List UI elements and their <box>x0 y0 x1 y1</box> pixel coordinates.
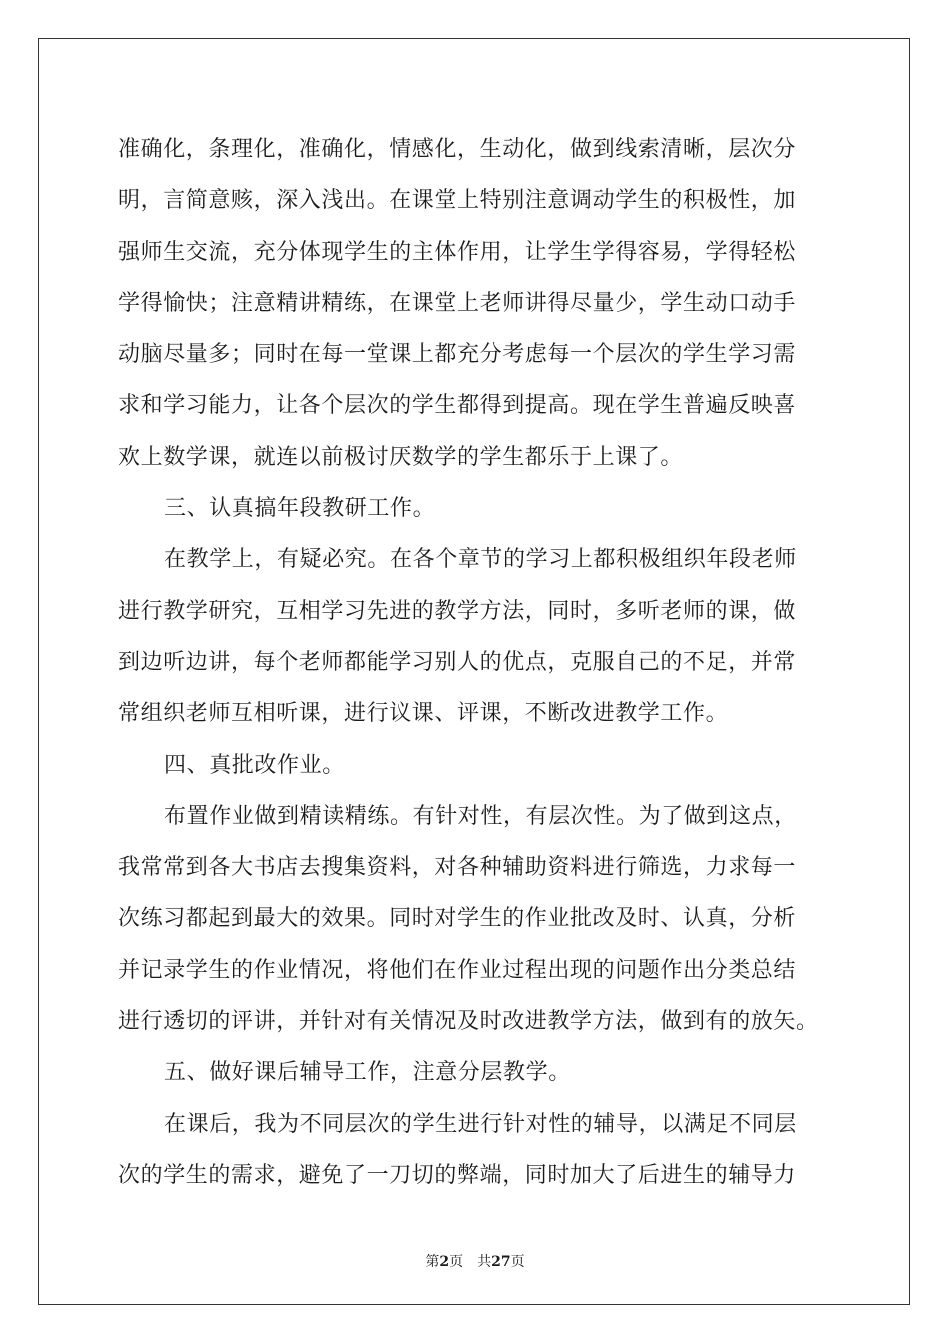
page-prefix: 第 <box>425 1254 440 1270</box>
section-heading: 三、认真搞年段教研工作。 <box>164 496 436 522</box>
text-line: 明，言简意赅，深入浅出。在课堂上特别注意调动学生的积极性，加 <box>118 188 797 214</box>
page-suffix: 页 <box>449 1254 464 1270</box>
document-body <box>118 124 834 1201</box>
text-line: 强师生交流，充分体现学生的主体作用，让学生学得容易，学得轻松 <box>118 239 797 265</box>
total-pages: 27 <box>491 1254 511 1270</box>
text-line: 求和学习能力，让各个层次的学生都得到提高。现在学生普遍反映喜 <box>118 393 797 419</box>
text-line: 到边听边讲，每个老师都能学习别人的优点，克服自己的不足，并常 <box>118 649 797 675</box>
text-line: 准确化，条理化，准确化，情感化，生动化，做到线索清晰，层次分 <box>118 137 797 162</box>
text-line: 常组织老师互相听课，进行议课、评课，不断改进教学工作。 <box>118 701 729 727</box>
text-line: 我常常到各大书店去搜集资料，对各种辅助资料进行筛选，力求每一 <box>118 855 797 881</box>
total-suffix: 页 <box>510 1254 525 1270</box>
text-line: 布置作业做到精读精练。有针对性，有层次性。为了做到这点， <box>164 803 797 829</box>
section-heading: 四、真批改作业。 <box>164 752 345 778</box>
text-line: 次练习都起到最大的效果。同时对学生的作业批改及时、认真，分析 <box>118 906 797 932</box>
text-line: 学得愉快；注意精讲精练，在课堂上老师讲得尽量少，学生动口动手 <box>118 290 797 316</box>
text-line: 次的学生的需求，避免了一刀切的弊端，同时加大了后进生的辅导力 <box>118 1162 797 1188</box>
text-line: 进行教学研究，互相学习先进的教学方法，同时，多听老师的课，做 <box>118 598 797 624</box>
text-line: 进行透切的评讲，并针对有关情况及时改进教学方法，做到有的放矢。 <box>118 1009 819 1035</box>
text-line: 并记录学生的作业情况，将他们在作业过程出现的问题作出分类总结 <box>118 957 797 983</box>
total-prefix: 共 <box>477 1254 492 1270</box>
text-line: 动脑尽量多；同时在每一堂课上都充分考虑每一个层次的学生学习需 <box>118 342 797 368</box>
page-footer <box>0 1251 950 1271</box>
text-line: 欢上数学课，就连以前极讨厌数学的学生都乐于上课了。 <box>118 444 684 470</box>
section-heading: 五、做好课后辅导工作，注意分层教学。 <box>164 1060 571 1086</box>
text-line: 在课后，我为不同层次的学生进行针对性的辅导，以满足不同层 <box>164 1111 797 1137</box>
text-line: 在教学上，有疑必究。在各个章节的学习上都积极组织年段老师 <box>164 547 797 573</box>
page-number: 2 <box>439 1254 450 1270</box>
